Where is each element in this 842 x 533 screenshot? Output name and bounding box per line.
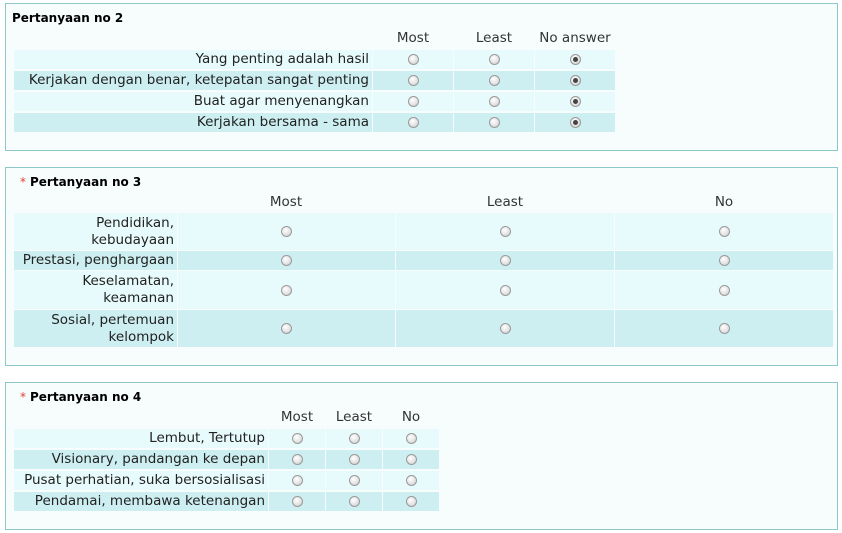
q2-cell [535,50,615,69]
radio-no[interactable] [719,285,730,296]
radio-most[interactable] [408,96,419,107]
question-2-title: Pertanyaan no 2 [12,11,124,25]
radio-least[interactable] [349,475,360,486]
q2-cell [373,113,453,132]
q3-cell [615,310,833,347]
radio-least[interactable] [489,54,500,65]
q2-row-label: Kerjakan dengan benar, ketepatan sangat penting [14,71,372,90]
q3-cell [396,271,614,309]
q2-cell [373,50,453,69]
q2-cell [454,50,534,69]
q2-cell [373,71,453,90]
required-marker: * [20,390,26,404]
q3-cell [615,251,833,270]
q4-cell [269,429,325,448]
q3-row-label-line: Pendidikan, [96,214,174,231]
radio-most[interactable] [408,75,419,86]
q4-cell [269,450,325,469]
radio-no[interactable] [406,475,417,486]
q2-col-no-answer: No answer [539,30,611,46]
q4-row-label: Visionary, pandangan ke depan [14,450,268,469]
radio-most[interactable] [281,285,292,296]
radio-most[interactable] [281,323,292,334]
radio-no-answer[interactable] [570,96,581,107]
radio-least[interactable] [500,323,511,334]
radio-least[interactable] [500,226,511,237]
question-2-panel [5,3,838,151]
radio-least[interactable] [489,96,500,107]
radio-no-answer[interactable] [570,75,581,86]
radio-least[interactable] [349,496,360,507]
q3-cell [396,310,614,347]
radio-no[interactable] [719,255,730,266]
q4-col-most: Most [280,409,314,425]
q4-cell [326,471,382,490]
q2-cell [535,71,615,90]
q3-row-label-line: kebudayaan [91,231,174,248]
radio-no[interactable] [719,323,730,334]
q2-row-label: Kerjakan bersama - sama [14,113,372,132]
question-4-title [20,390,141,404]
q3-cell [178,213,395,250]
radio-most[interactable] [408,117,419,128]
q2-cell [454,71,534,90]
radio-most[interactable] [292,496,303,507]
q3-col-most: Most [269,194,303,210]
q3-row-label [14,310,177,347]
q3-cell [178,271,395,309]
q2-cell [373,92,453,111]
radio-no[interactable] [406,496,417,507]
q2-row-label: Yang penting adalah hasil [14,50,372,69]
q3-row-label [14,251,177,270]
q3-row-label-line: Keselamatan, [82,273,174,289]
question-4-title-text: Pertanyaan no 4 [30,390,142,404]
q3-row-label-line: keamanan [103,290,174,306]
radio-least[interactable] [489,75,500,86]
q4-row-label: Pusat perhatian, suka bersosialisasi [14,471,268,490]
q2-col-least: Least [475,30,513,46]
q2-cell [535,113,615,132]
radio-least[interactable] [349,433,360,444]
q3-cell [615,271,833,309]
q2-cell [454,113,534,132]
q4-cell [383,429,439,448]
q3-row-label [14,271,177,309]
radio-no[interactable] [406,433,417,444]
radio-most[interactable] [408,54,419,65]
q4-cell [326,492,382,511]
radio-no-answer[interactable] [570,117,581,128]
q4-cell [269,492,325,511]
question-4-panel [5,382,838,530]
q3-cell [396,251,614,270]
q2-row-label: Buat agar menyenangkan [14,92,372,111]
q3-cell [396,213,614,250]
radio-most[interactable] [281,226,292,237]
q4-cell [269,471,325,490]
q2-col-most: Most [396,30,430,46]
radio-most[interactable] [292,454,303,465]
q4-cell [383,492,439,511]
radio-least[interactable] [500,255,511,266]
q3-cell [178,310,395,347]
q3-col-least: Least [486,194,524,210]
q3-row-label-line: Prestasi, penghargaan [22,252,174,268]
q4-cell [383,450,439,469]
q4-col-no: No [401,409,421,425]
radio-most[interactable] [281,255,292,266]
q4-row-label: Pendamai, membawa ketenangan [14,492,268,511]
radio-no-answer[interactable] [570,54,581,65]
q4-cell [326,429,382,448]
question-3-panel [5,167,838,366]
q2-cell [535,92,615,111]
q4-cell [383,471,439,490]
required-marker: * [20,175,26,189]
question-3-title-text: Pertanyaan no 3 [30,175,142,189]
q3-col-no: No [714,194,734,210]
radio-least[interactable] [489,117,500,128]
radio-most[interactable] [292,433,303,444]
q4-row-label: Lembut, Tertutup [14,429,268,448]
q3-cell [615,213,833,250]
q3-row-label-line: Sosial, pertemuan [51,311,174,328]
q3-row-label-line: kelompok [108,328,174,345]
q4-cell [326,450,382,469]
question-3-title [20,175,141,189]
radio-no[interactable] [406,454,417,465]
q3-cell [178,251,395,270]
q2-cell [454,92,534,111]
radio-no[interactable] [719,226,730,237]
radio-least[interactable] [349,454,360,465]
radio-most[interactable] [292,475,303,486]
q3-row-label [14,213,177,250]
q4-col-least: Least [335,409,373,425]
radio-least[interactable] [500,285,511,296]
